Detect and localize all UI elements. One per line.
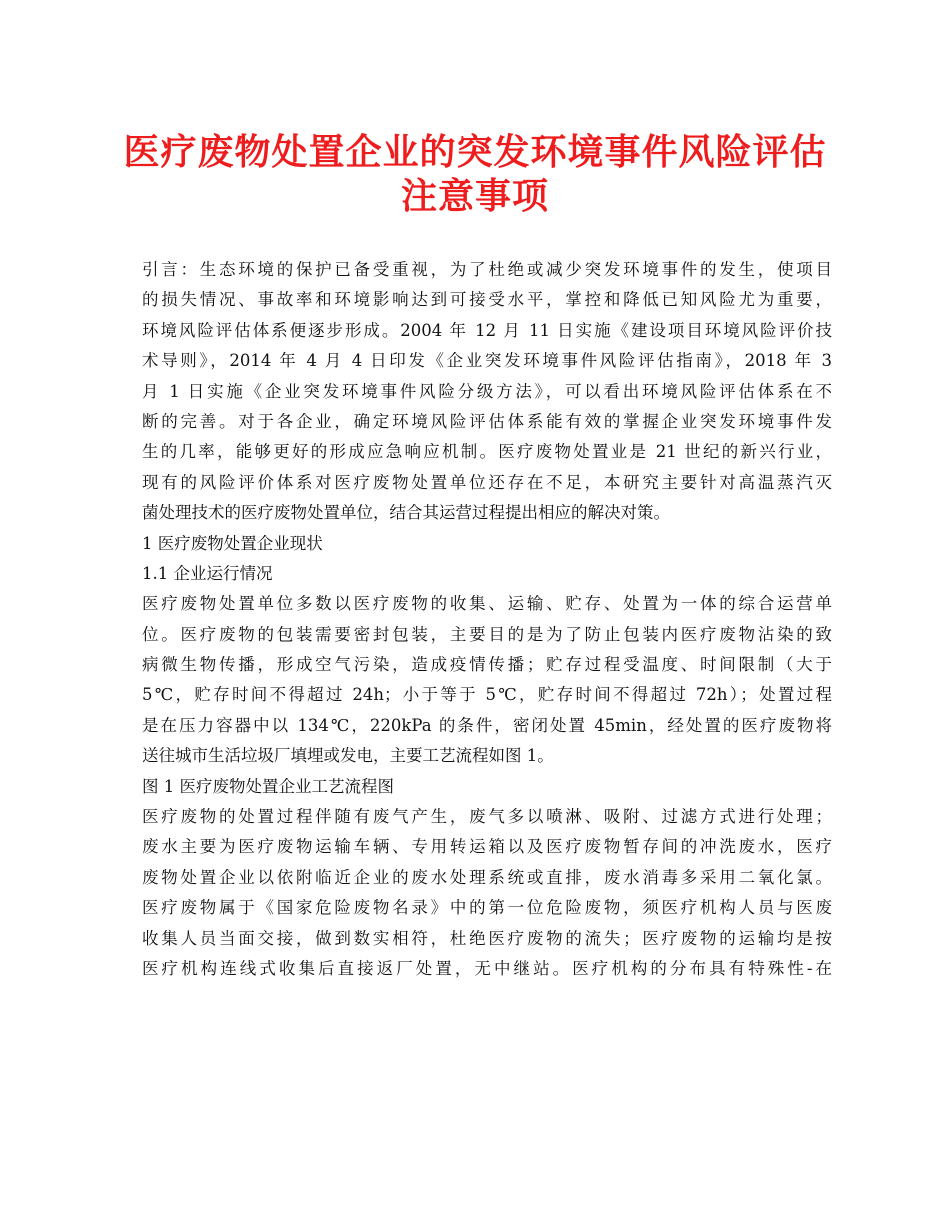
text-line: 月 1 日实施《企业突发环境事件风险分级方法》，可以看出环境风险评估体系在不 [142,381,832,401]
text-line: 引言：生态环境的保护已备受重视，为了杜绝或减少突发环境事件的发生，使项目 [142,260,832,279]
text-line: 医疗机构连线式收集后直接返厂处置，无中继站。医疗机构的分布具有特殊性-在 [142,958,832,978]
text-line: 5℃，贮存时间不得超过 24h；小于等于 5℃，贮存时间不得超过 72h）；处置过程 [142,685,832,705]
text-line: 废物处置企业以依附临近企业的废水处理系统或直排，废水消毒多采用二氧化氯。 [142,867,832,887]
text-line: 环境风险评估体系便逐步形成。2004 年 12 月 11 日实施《建设项目环境风险评价技 [142,320,832,340]
section-heading-1 [142,529,832,559]
text-line: 收集人员当面交接，做到数实相符，杜绝医疗废物的流失；医疗废物的运输均是按 [142,928,832,948]
text-line: 菌处理技术的医疗废物处置单位，结合其运营过程提出相应的解决对策。 [142,503,670,523]
treatment-paragraph [142,802,832,984]
text-line: 医疗废物属于《国家危险废物名录》中的第一位危险废物，须医疗机构人员与医废 [142,898,832,918]
operation-paragraph [142,589,832,771]
text-line: 医疗废物的处置过程伴随有废气产生，废气多以喷淋、吸附、过滤方式进行处理； [142,807,832,827]
subsection-heading-1-1 [142,559,832,589]
text-line: 医疗废物处置单位多数以医疗废物的收集、运输、贮存、处置为一体的综合运营单 [142,594,832,614]
text-line: 术导则》，2014 年 4 月 4 日印发《企业突发环境事件风险评估指南》，2018 年 3 [142,351,832,371]
figure-caption [142,772,832,802]
text-line: 废水主要为医疗废物运输车辆、专用转运箱以及医疗废物暂存间的冲洗废水，医疗 [142,837,832,857]
text-line: 送往城市生活垃圾厂填埋或发电，主要工艺流程如图 1。 [142,746,554,766]
text-line: 图 1 医疗废物处置企业工艺流程图 [142,776,394,796]
text-line: 位。医疗废物的包装需要密封包装，主要目的是为了防止包装内医疗废物沾染的致 [142,624,832,644]
document-body [142,255,832,984]
text-line: 1.1 企业运行情况 [142,563,273,583]
text-line: 病微生物传播，形成空气污染，造成疫情传播；贮存过程受温度、时间限制（大于 [142,655,832,675]
text-line: 生的几率，能够更好的形成应急响应机制。医疗废物处置业是 21 世纪的新兴行业， [142,442,832,462]
intro-paragraph [142,255,832,529]
text-line: 1 医疗废物处置企业现状 [142,533,323,553]
text-line: 是在压力容器中以 134℃，220kPa 的条件，密闭处置 45min，经处置的医疗废物将 [142,715,832,735]
document-title-line-2: 注意事项 [400,175,549,217]
text-line: 的损失情况、事故率和环境影响达到可接受水平，掌控和降低已知风险尤为重要， [142,290,832,310]
document-title-line-1: 医疗废物处置企业的突发环境事件风险评估 [123,131,827,173]
text-line: 断的完善。对于各企业，确定环境风险评估体系能有效的掌握企业突发环境事件发 [142,411,832,431]
text-line: 现有的风险评价体系对医疗废物处置单位还存在不足，本研究主要针对高温蒸汽灭 [142,472,832,492]
